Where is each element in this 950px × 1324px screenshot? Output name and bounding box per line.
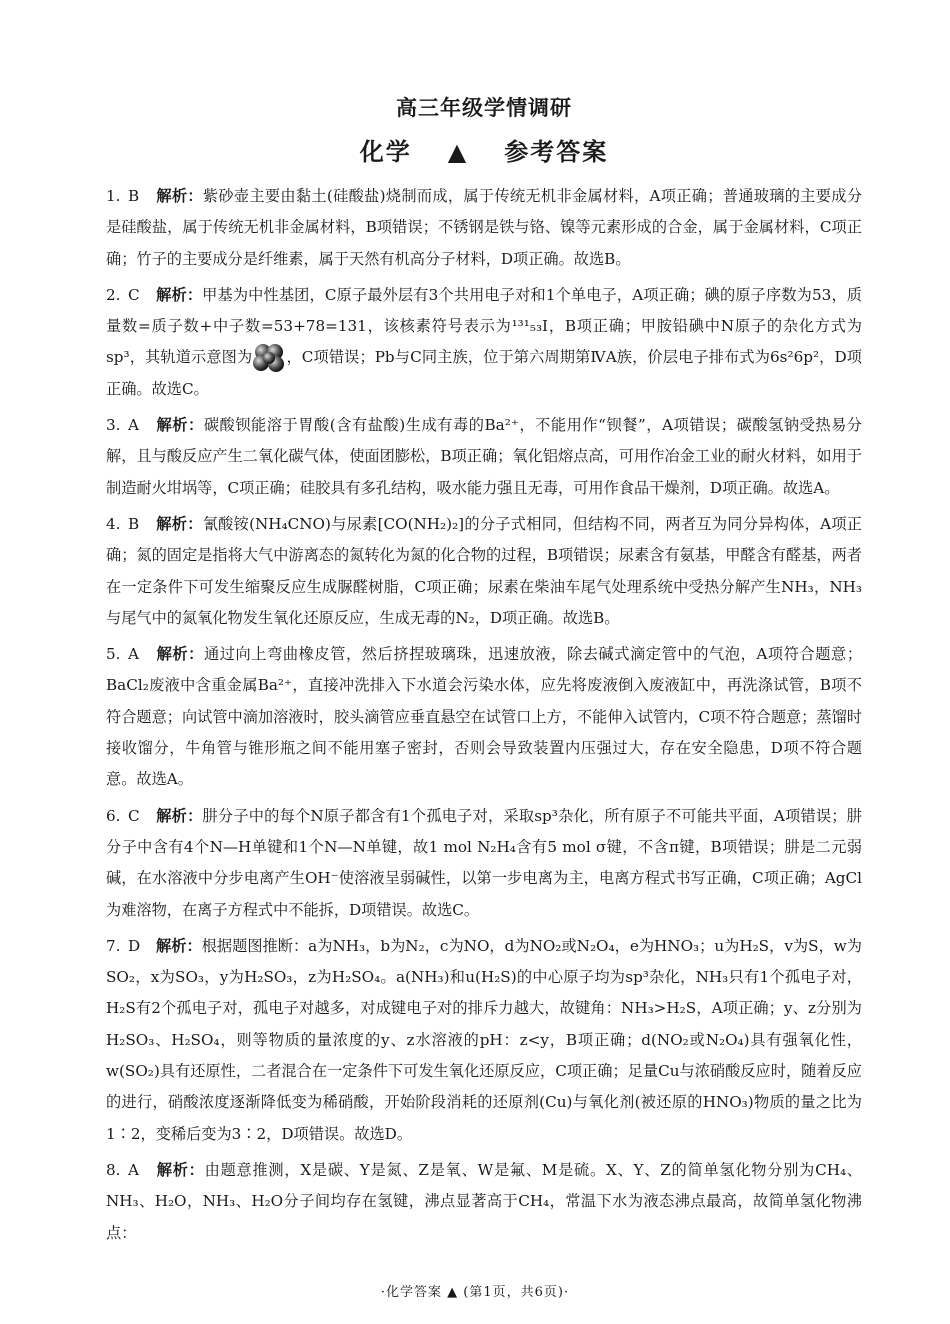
item-answer: C (128, 806, 140, 825)
item-number: 1. (106, 187, 121, 205)
analysis-text: 通过向上弯曲橡皮管，然后挤捏玻璃珠，迅速放液，除去碱式滴定管中的气泡，A项符合题意；BaCl₂废液中含重金属Ba²⁺，直接冲洗排入下水道会污染水体，应先将废液倒入废液缸中，再洗涤试管，B项不符合题意；向试管中滴加溶液时，胶头滴管应垂直悬空在试管口上方，不能伸入试管内，C项不符合题意；蒸馏时接收馏分，牛角管与锥形瓶之间不能用塞子密封，否则会导致装置内压强过大，存在安全隐患，D项不符合题意。故选A。 (106, 645, 863, 789)
answer-item-3 (106, 410, 862, 504)
triangle-icon: ▲ (447, 137, 469, 166)
analysis-text: 碳酸钡能溶于胃酸(含有盐酸)生成有毒的Ba²⁺，不能用作“钡餐”，A项错误；碳酸氢钠受热易分解，且与酸反应产生二氧化碳气体，使面团膨松，B项正确；氧化铝熔点高，可用作冶金工业的耐火材料，如用于制造耐火坩埚等，C项正确；硅胶具有多孔结构，吸水能力强且无毒，可用作食品干燥剂，D项正确。故选A。 (106, 416, 862, 497)
page-footer: ·化学答案 ▲ (第1页，共6页)· (380, 1285, 570, 1300)
analysis-text: 肼分子中的每个N原子都含有1个孤电子对，采取sp³杂化，所有原子不可能共平面，A项错误；肼分子中含有4个N—H单键和1个N—N单键，故1 mol N₂H₄含有5 mol σ键，不含π键，B项错误；肼是二元弱碱，在水溶液中分步电离产生OH⁻使溶液呈弱碱性，以第一步电离为主，电离方程式书写正确，C项正确；AgCl为难溶物，在离子方程式中不能拆，D项错误。故选C。 (106, 806, 862, 919)
analysis-label: 解析： (156, 1160, 205, 1179)
analysis-text: 根据题图推断：a为NH₃，b为N₂，c为NO，d为NO₂或N₂O₄，e为HNO₃；u为H₂S，v为S，w为SO₂，x为SO₃，y为H₂SO₃，z为H₂SO₄。a(NH₃)和u(H₂S)的中心原子均为sp³杂化，NH₃只有1个孤电子对，H₂S有2个孤电子对，孤电子对越多，对成键电子对的排斥力越大，故键角：NH₃>H₂S，A项正确；y、z分别为H₂SO₃、H₂SO₄，则等物质的量浓度的y、z水溶液的pH：z<y，B项正确；d(NO₂或N₂O₄)具有强氧化性，w(SO₂)具有还原性，二者混合在一定条件下可发生氧化还原反应，C项正确；足量Cu与浓硝酸反应时，随着反应的进行，硝酸浓度逐渐降低变为稀硝酸，开始阶段消耗的还原剂(Cu)与氧化剂(被还原的HNO₃)物质的量之比为1∶2，变稀后变为3∶2，D项错误。故选D。 (106, 936, 862, 1143)
exam-title: 高三年级学情调研 (396, 95, 572, 120)
analysis-label: 解析： (156, 187, 203, 205)
item-number: 3. (106, 416, 121, 435)
item-answer: A (128, 1160, 139, 1179)
item-answer: A (128, 416, 139, 435)
item-number: 7. (106, 936, 121, 955)
answer-item-5 (106, 639, 862, 795)
analysis-text-continued: ，C项错误；Pb与C同主族，位于第六周期第ⅣA族，价层电子排布式为6s²6p²，D项正确。故选C。 (106, 348, 862, 398)
item-answer: A (128, 645, 139, 664)
analysis-label: 解析： (156, 645, 204, 664)
answer-item-6 (106, 801, 862, 926)
analysis-label: 解析： (156, 416, 204, 435)
analysis-text: 氰酸铵(NH₄CNO)与尿素[CO(NH₂)₂]的分子式相同，但结构不同，两者互为同分异构体，A项正确；氮的固定是指将大气中游离态的氮转化为氮的化合物的过程，B项错误；尿素含有氨基，甲醛含有醛基，两者在一定条件下可发生缩聚反应生成脲醛树脂，C项正确；尿素在柴油车尾气处理系统中受热分解产生NH₃，NH₃与尾气中的氮氧化物发生氧化还原反应，生成无毒的N₂，D项正确。故选B。 (106, 514, 862, 627)
analysis-text: 由题意推测，X是碳、Y是氮、Z是氧、W是氟、M是硫。X、Y、Z的简单氢化物分别为CH₄、NH₃、H₂O，NH₃、H₂O分子间均存在氢键，沸点显著高于CH₄，常温下水为液态沸点最高，故简单氢化物沸点： (106, 1160, 862, 1242)
subject-title (106, 132, 862, 167)
answer-item-7 (106, 931, 862, 1150)
item-answer: D (128, 936, 141, 955)
analysis-label: 解析： (156, 285, 203, 304)
item-answer: C (128, 285, 140, 304)
item-number: 5. (106, 645, 121, 664)
analysis-label: 解析： (156, 806, 203, 825)
item-number: 6. (106, 806, 121, 825)
answer-item-8 (106, 1155, 862, 1249)
subject-name: 化学 (359, 137, 412, 166)
analysis-text: 甲基为中性基团，C原子最外层有3个共用电子对和1个单电子，A项正确；碘的原子序数为53，质量数=质子数+中子数=53+78=131，该核素符号表示为¹³¹₅₃I，B项正确；甲胺铅碘中N原子的杂化方式为sp³，其轨道示意图为 (106, 285, 862, 367)
answer-label: 参考答案 (504, 137, 609, 166)
sp3-orbital-icon (252, 343, 286, 373)
answer-item-1 (106, 181, 862, 275)
answer-item-2 (106, 280, 862, 405)
item-number: 4. (106, 514, 121, 533)
analysis-label: 解析： (156, 514, 203, 533)
analysis-text: 紫砂壶主要由黏土(硅酸盐)烧制而成，属于传统无机非金属材料，A项正确；普通玻璃的主要成分是硅酸盐，属于传统无机非金属材料，B项错误；不锈钢是铁与铬、镍等元素形成的合金，属于金属材料，C项正确；竹子的主要成分是纤维素，属于天然有机高分子材料，D项正确。故选B。 (106, 187, 863, 268)
analysis-label: 解析： (156, 936, 202, 955)
item-answer: B (128, 187, 140, 205)
item-number: 2. (106, 285, 121, 304)
item-answer: B (128, 514, 140, 533)
item-number: 8. (106, 1160, 121, 1179)
answer-item-4 (106, 509, 862, 634)
